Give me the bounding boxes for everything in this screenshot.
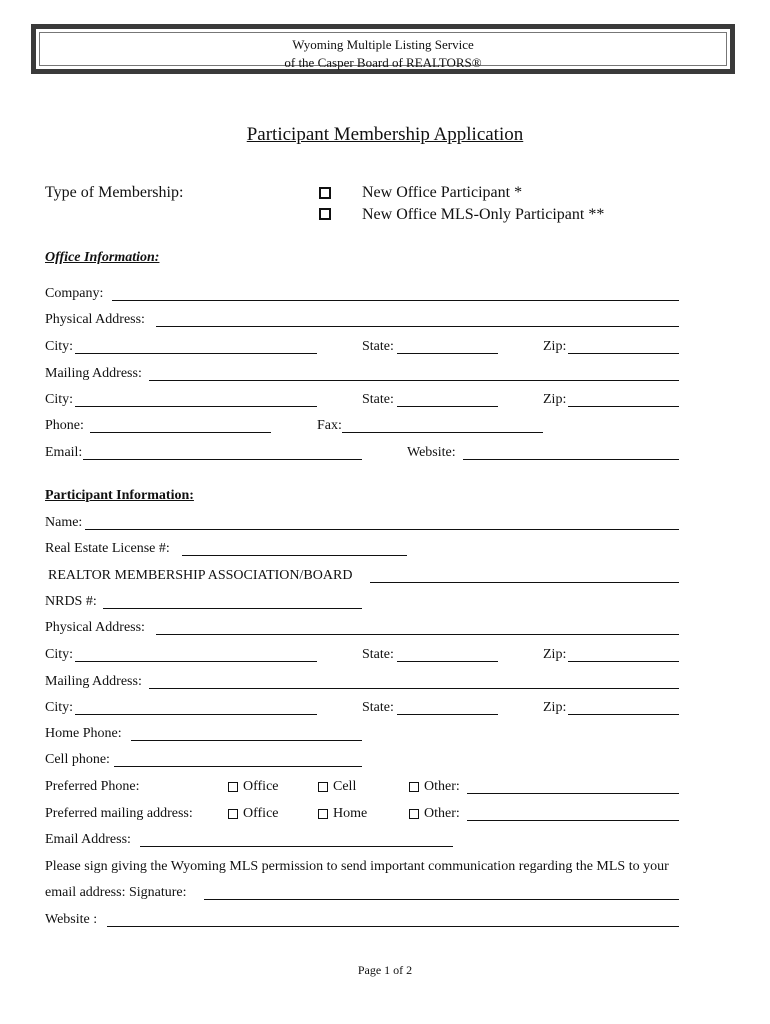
- office-zip-field[interactable]: [568, 353, 679, 354]
- participant-mailing-address-label: Mailing Address:: [45, 674, 142, 689]
- office-mailing-city-field[interactable]: [75, 406, 317, 407]
- preferred-mailing-home-checkbox[interactable]: [318, 809, 328, 819]
- office-company-field[interactable]: [112, 300, 679, 301]
- header-line-2: of the Casper Board of REALTORS®: [284, 55, 482, 70]
- office-email-field[interactable]: [83, 459, 362, 460]
- participant-mailing-state-label: State:: [362, 700, 394, 715]
- license-field[interactable]: [182, 555, 407, 556]
- office-fax-field[interactable]: [342, 432, 543, 433]
- preferred-phone-cell-checkbox[interactable]: [318, 782, 328, 792]
- office-mailing-state-label: State:: [362, 392, 394, 407]
- office-info-heading: Office Information:: [45, 250, 160, 265]
- option-new-office-mls-only: New Office MLS-Only Participant **: [362, 206, 605, 223]
- page-title: Participant Membership Application: [246, 124, 524, 145]
- office-city-label: City:: [45, 339, 74, 354]
- participant-mailing-zip-label: Zip:: [543, 700, 567, 715]
- participant-name-field[interactable]: [85, 529, 679, 530]
- email-address-label: Email Address:: [45, 832, 131, 847]
- participant-info-heading: Participant Information:: [45, 488, 194, 503]
- office-phone-field[interactable]: [90, 432, 271, 433]
- office-state-field[interactable]: [397, 353, 498, 354]
- participant-physical-address-label: Physical Address:: [45, 620, 145, 635]
- signature-label: email address: Signature:: [45, 885, 187, 900]
- membership-label: Type of Membership:: [45, 184, 184, 201]
- participant-website-field[interactable]: [107, 926, 679, 927]
- preferred-mailing-other-checkbox[interactable]: [409, 809, 419, 819]
- preferred-phone-other-label: Other:: [424, 779, 460, 794]
- office-email-label: Email:: [45, 445, 83, 460]
- office-fax-label: Fax:: [317, 418, 342, 433]
- preferred-phone-office-label: Office: [243, 779, 279, 794]
- option-new-office-participant: New Office Participant *: [362, 184, 523, 201]
- signature-field[interactable]: [204, 899, 679, 900]
- nrds-field[interactable]: [103, 608, 362, 609]
- header-box: [31, 24, 735, 74]
- participant-state-label: State:: [362, 647, 394, 662]
- office-city-field[interactable]: [75, 353, 317, 354]
- preferred-mailing-other-label: Other:: [424, 806, 460, 821]
- participant-mailing-city-label: City:: [45, 700, 74, 715]
- office-mailing-zip-label: Zip:: [543, 392, 567, 407]
- office-zip-label: Zip:: [543, 339, 567, 354]
- nrds-label: NRDS #:: [45, 594, 97, 609]
- association-label: REALTOR MEMBERSHIP ASSOCIATION/BOARD: [48, 568, 353, 583]
- office-website-field[interactable]: [463, 459, 679, 460]
- header-inner: [39, 32, 727, 70]
- participant-city-field[interactable]: [75, 661, 317, 662]
- header-line-1: Wyoming Multiple Listing Service: [292, 37, 474, 52]
- participant-state-field[interactable]: [397, 661, 498, 662]
- participant-physical-address-field[interactable]: [156, 634, 679, 635]
- participant-zip-field[interactable]: [568, 661, 679, 662]
- consent-text-line-1: Please sign giving the Wyoming MLS permission to send important communication regarding the MLS to your: [45, 859, 669, 874]
- preferred-mailing-label: Preferred mailing address:: [45, 806, 193, 821]
- participant-zip-label: Zip:: [543, 647, 567, 662]
- office-website-label: Website:: [407, 445, 456, 460]
- checkbox-new-office-mls-only[interactable]: [319, 208, 331, 220]
- office-mailing-address-field[interactable]: [149, 380, 679, 381]
- preferred-phone-label: Preferred Phone:: [45, 779, 140, 794]
- preferred-phone-cell-label: Cell: [333, 779, 357, 794]
- cell-phone-field[interactable]: [114, 766, 362, 767]
- office-company-label: Company:: [45, 286, 104, 301]
- preferred-phone-other-checkbox[interactable]: [409, 782, 419, 792]
- preferred-mailing-home-label: Home: [333, 806, 368, 821]
- participant-city-label: City:: [45, 647, 74, 662]
- email-address-field[interactable]: [140, 846, 453, 847]
- office-mailing-zip-field[interactable]: [568, 406, 679, 407]
- office-phone-label: Phone:: [45, 418, 84, 433]
- office-mailing-city-label: City:: [45, 392, 74, 407]
- preferred-mailing-other-field[interactable]: [467, 820, 679, 821]
- home-phone-label: Home Phone:: [45, 726, 122, 741]
- office-state-label: State:: [362, 339, 394, 354]
- license-label: Real Estate License #:: [45, 541, 170, 556]
- participant-mailing-address-field[interactable]: [149, 688, 679, 689]
- office-mailing-state-field[interactable]: [397, 406, 498, 407]
- page-number: Page 1 of 2: [357, 963, 413, 977]
- office-mailing-address-label: Mailing Address:: [45, 366, 142, 381]
- office-physical-address-field[interactable]: [156, 326, 679, 327]
- participant-mailing-city-field[interactable]: [75, 714, 317, 715]
- preferred-phone-office-checkbox[interactable]: [228, 782, 238, 792]
- cell-phone-label: Cell phone:: [45, 752, 110, 767]
- checkbox-new-office-participant[interactable]: [319, 187, 331, 199]
- preferred-mailing-office-checkbox[interactable]: [228, 809, 238, 819]
- participant-name-label: Name:: [45, 515, 83, 530]
- participant-mailing-state-field[interactable]: [397, 714, 498, 715]
- office-physical-address-label: Physical Address:: [45, 312, 145, 327]
- participant-website-label: Website :: [45, 912, 98, 927]
- preferred-mailing-office-label: Office: [243, 806, 279, 821]
- preferred-phone-other-field[interactable]: [467, 793, 679, 794]
- association-field[interactable]: [370, 582, 679, 583]
- home-phone-field[interactable]: [131, 740, 362, 741]
- participant-mailing-zip-field[interactable]: [568, 714, 679, 715]
